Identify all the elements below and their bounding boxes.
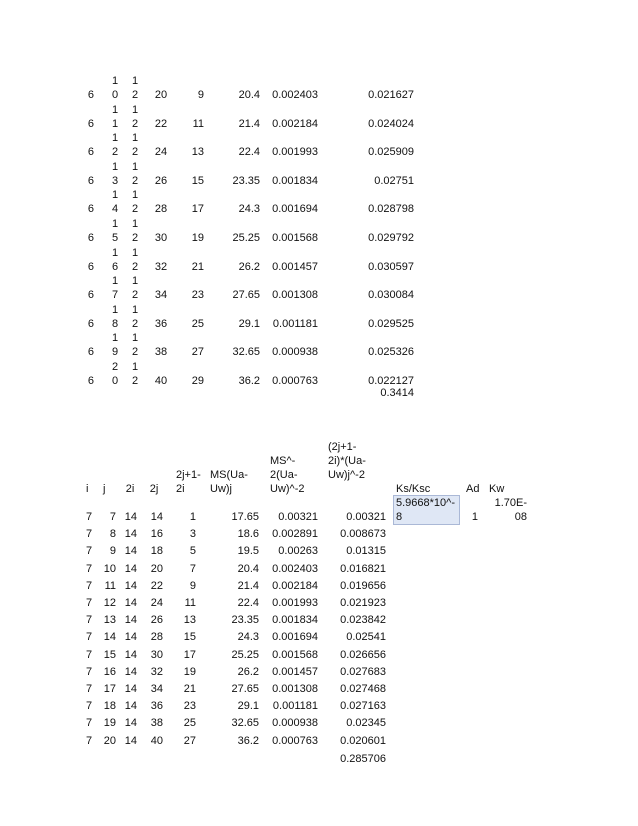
t2-col-i: 7: [86, 648, 93, 661]
t1-col-f: 0.001568: [272, 232, 318, 244]
t2-col-ms-inv: 0.002184: [272, 579, 318, 592]
ad-value: 1: [471, 511, 478, 523]
t2-col-product: 0.027163: [340, 700, 386, 713]
t1-col-d: 23: [191, 289, 204, 302]
t1-i-units: 1: [111, 117, 119, 130]
t1-col-g: 0.022127: [368, 375, 414, 387]
header-product: (2j+1-: [328, 441, 357, 453]
t1-col-g: 0.024024: [368, 117, 414, 130]
t1-j-units: 2: [131, 375, 139, 387]
t1-col-d: 17: [191, 203, 204, 216]
t1-i-units: 8: [111, 317, 119, 330]
t1-col-g: 0.025326: [368, 346, 414, 359]
t2-col-product: 0.019656: [340, 579, 386, 592]
t2-col-product: 0.021923: [340, 597, 386, 609]
t2-col-j: 18: [103, 700, 116, 713]
t2-col-product: 0.008673: [340, 528, 386, 541]
t1-i-tens: 1: [111, 75, 119, 87]
t2-col-ms-inv: 0.001308: [272, 683, 318, 695]
t1-i-tens: 1: [111, 303, 119, 316]
t1-col-c: 20: [154, 89, 168, 101]
t1-col-f: 0.001694: [272, 203, 318, 216]
t1-col-g: 0.030597: [368, 260, 414, 273]
t2-col-2i: 14: [124, 511, 137, 523]
t2-col-2i: 14: [124, 631, 137, 644]
t1-col-e: 22.4: [238, 146, 260, 159]
t1-j-tens: 1: [131, 189, 139, 202]
t2-col-2j: 18: [150, 545, 163, 558]
t2-col-product: 0.02345: [346, 717, 386, 730]
t2-total: 0.285706: [340, 752, 386, 765]
header-product: 2i)*(Ua-: [328, 455, 366, 467]
t2-col-i: 7: [86, 683, 93, 695]
t1-col-a: 6: [87, 289, 94, 302]
t2-col-i: 7: [86, 511, 93, 523]
t1-col-c: 26: [154, 174, 168, 187]
t2-col-coef: 23: [183, 700, 196, 713]
t1-j-tens: 1: [131, 132, 139, 145]
t2-col-j: 12: [103, 597, 116, 609]
t1-col-a: 6: [87, 317, 94, 330]
t1-i-units: 0: [111, 375, 119, 387]
header-2i: 2i: [125, 483, 135, 495]
t1-col-e: 24.3: [238, 203, 260, 216]
t1-col-d: 15: [191, 174, 204, 187]
t1-col-e: 26.2: [238, 260, 260, 273]
t1-j-tens: 1: [131, 303, 139, 316]
t2-col-i: 7: [86, 528, 93, 541]
ks-value: 5.9668*10^-: [396, 497, 455, 509]
header-coef: 2i: [176, 483, 185, 495]
t2-col-i: 7: [86, 579, 93, 592]
t2-col-2i: 14: [124, 528, 137, 541]
t2-col-2j: 34: [150, 683, 163, 695]
t2-col-ms: 25.25: [231, 648, 259, 661]
t1-col-a: 6: [87, 260, 94, 273]
header-product: Uw)j^-2: [328, 469, 365, 481]
t2-col-coef: 5: [189, 545, 196, 558]
t1-j-tens: 1: [131, 160, 139, 173]
t2-col-2i: 14: [124, 700, 137, 713]
t2-col-i: 7: [86, 665, 93, 678]
t1-col-e: 27.65: [232, 289, 260, 302]
t1-i-units: 3: [111, 174, 119, 187]
t2-col-2j: 26: [150, 614, 163, 627]
t2-col-coef: 7: [189, 562, 196, 575]
header-kw: Kw: [489, 483, 505, 495]
t1-col-c: 34: [154, 289, 168, 302]
t2-col-product: 0.027468: [340, 683, 386, 695]
t2-col-coef: 11: [184, 597, 196, 609]
t1-i-units: 7: [111, 289, 119, 302]
t1-col-c: 28: [154, 203, 168, 216]
t2-col-product: 0.00321: [346, 511, 386, 523]
t1-col-a: 6: [87, 232, 94, 244]
t1-j-tens: 1: [131, 103, 139, 116]
t1-i-units: 9: [111, 346, 119, 359]
t2-col-ms-inv: 0.001568: [272, 648, 318, 661]
t2-col-coef: 21: [183, 683, 196, 695]
t2-col-i: 7: [86, 597, 93, 609]
t2-col-2j: 14: [150, 511, 163, 523]
t2-col-i: 7: [86, 614, 93, 627]
t2-col-ms-inv: 0.001181: [272, 700, 318, 713]
t1-col-g: 0.028798: [368, 203, 414, 216]
t1-col-f: 0.001181: [272, 317, 318, 330]
t1-col-a: 6: [87, 375, 94, 387]
t2-col-2i: 14: [124, 734, 137, 747]
t2-col-2i: 14: [124, 717, 137, 730]
t2-col-product: 0.020601: [340, 734, 386, 747]
header-ks: Ks/Ksc: [396, 483, 431, 495]
t2-col-product: 0.016821: [340, 562, 386, 575]
t2-col-ms-inv: 0.00263: [278, 545, 318, 558]
t1-i-units: 5: [111, 232, 119, 244]
t1-i-units: 0: [111, 89, 119, 101]
t1-i-tens: 1: [111, 189, 119, 202]
t2-col-j: 16: [103, 665, 116, 678]
t1-j-units: 2: [131, 89, 139, 101]
header-ms: MS(Ua-: [210, 469, 248, 481]
t1-col-a: 6: [87, 89, 94, 101]
t2-col-2i: 14: [124, 683, 137, 695]
t2-col-j: 7: [109, 511, 116, 523]
t1-i-tens: 1: [111, 218, 119, 230]
t1-col-c: 38: [154, 346, 168, 359]
t2-col-2j: 30: [150, 648, 163, 661]
t1-col-a: 6: [87, 346, 94, 359]
t2-col-coef: 17: [183, 648, 196, 661]
t2-col-2j: 40: [150, 734, 163, 747]
t1-col-f: 0.001457: [272, 260, 318, 273]
t1-col-a: 6: [87, 203, 94, 216]
t2-col-ms: 29.1: [237, 700, 259, 713]
t1-j-units: 2: [131, 260, 139, 273]
t2-col-i: 7: [86, 562, 93, 575]
t2-col-ms: 18.6: [237, 528, 259, 541]
t2-col-2i: 14: [124, 562, 137, 575]
t2-col-2j: 16: [150, 528, 163, 541]
t2-col-ms: 22.4: [237, 597, 259, 609]
t2-col-ms-inv: 0.001694: [272, 631, 318, 644]
t2-col-ms: 20.4: [237, 562, 259, 575]
t2-col-i: 7: [86, 700, 93, 713]
t1-j-units: 2: [131, 317, 139, 330]
t2-col-2j: 38: [150, 717, 163, 730]
t1-i-tens: 1: [111, 160, 119, 173]
t1-col-f: 0.000763: [272, 375, 318, 387]
t2-col-2i: 14: [124, 579, 137, 592]
t1-col-f: 0.001308: [272, 289, 318, 302]
t2-col-ms-inv: 0.000763: [272, 734, 318, 747]
t2-col-coef: 13: [183, 614, 196, 627]
t2-col-ms: 26.2: [237, 665, 259, 678]
t2-col-ms: 27.65: [231, 683, 259, 695]
header-ms: Uw)j: [210, 483, 232, 495]
t1-col-g: 0.025909: [368, 146, 414, 159]
t2-col-j: 13: [103, 614, 116, 627]
t1-col-c: 36: [154, 317, 168, 330]
t2-col-ms-inv: 0.00321: [278, 511, 318, 523]
t1-col-d: 13: [191, 146, 204, 159]
t2-col-ms-inv: 0.002891: [272, 528, 318, 541]
header-ms-inv: 2(Ua-: [270, 469, 298, 481]
t1-j-units: 2: [131, 232, 139, 244]
t2-col-coef: 27: [183, 734, 196, 747]
t2-col-i: 7: [86, 717, 93, 730]
t1-col-e: 25.25: [232, 232, 260, 244]
header-2j: 2j: [149, 483, 159, 495]
t1-col-f: 0.001993: [272, 146, 318, 159]
t1-col-d: 9: [197, 89, 204, 101]
t1-i-tens: 1: [111, 103, 119, 116]
t2-col-product: 0.023842: [340, 614, 386, 627]
t2-col-i: 7: [86, 734, 93, 747]
kw-value: 08: [514, 511, 527, 523]
t1-col-g: 0.030084: [368, 289, 414, 302]
t1-j-tens: 1: [131, 75, 139, 87]
t2-col-i: 7: [86, 631, 93, 644]
t1-col-d: 11: [192, 117, 204, 130]
t1-col-e: 29.1: [238, 317, 260, 330]
t1-j-units: 2: [131, 203, 139, 216]
t1-col-c: 24: [154, 146, 168, 159]
t1-col-f: 0.002403: [272, 89, 318, 101]
t2-col-i: 7: [86, 545, 93, 558]
t1-col-d: 27: [191, 346, 204, 359]
t1-col-g: 0.021627: [368, 89, 414, 101]
t2-col-j: 15: [103, 648, 116, 661]
t2-col-2i: 14: [124, 648, 137, 661]
t2-col-j: 9: [109, 545, 116, 558]
t1-i-units: 2: [111, 146, 119, 159]
t1-col-c: 30: [154, 232, 168, 244]
t2-col-coef: 9: [189, 579, 196, 592]
t2-col-ms: 32.65: [231, 717, 259, 730]
t2-col-2j: 24: [150, 597, 163, 609]
t1-col-a: 6: [87, 146, 94, 159]
t1-j-units: 2: [131, 117, 139, 130]
t2-col-j: 19: [103, 717, 116, 730]
header-i: i: [86, 483, 89, 495]
t2-col-j: 10: [103, 562, 116, 575]
header-j: j: [103, 483, 106, 495]
t1-j-units: 2: [131, 346, 139, 359]
t2-col-ms: 24.3: [237, 631, 259, 644]
t1-i-tens: 2: [111, 361, 119, 373]
header-coef: 2j+1-: [176, 469, 201, 481]
t1-col-d: 29: [191, 375, 204, 387]
t1-col-e: 32.65: [232, 346, 260, 359]
t1-col-g: 0.029525: [368, 317, 414, 330]
t1-col-d: 19: [191, 232, 204, 244]
ks-value: 8: [396, 511, 403, 523]
t2-col-2i: 14: [124, 597, 137, 609]
t2-col-2j: 32: [150, 665, 163, 678]
t1-j-tens: 1: [131, 361, 139, 373]
t1-col-d: 25: [191, 317, 204, 330]
t2-col-coef: 19: [183, 665, 196, 678]
t1-col-f: 0.001834: [272, 174, 318, 187]
t1-col-e: 21.4: [238, 117, 260, 130]
t1-i-units: 6: [111, 260, 119, 273]
t1-i-tens: 1: [111, 132, 119, 145]
t2-col-coef: 25: [183, 717, 196, 730]
t1-j-units: 2: [131, 146, 139, 159]
header-ms-inv: MS^-: [270, 455, 296, 467]
t1-i-tens: 1: [111, 246, 119, 259]
t2-col-2j: 36: [150, 700, 163, 713]
t2-col-ms: 23.35: [231, 614, 259, 627]
t2-col-ms-inv: 0.000938: [272, 717, 318, 730]
header-ad: Ad: [466, 483, 480, 495]
t2-col-2i: 14: [124, 665, 137, 678]
t2-col-ms-inv: 0.001457: [272, 665, 318, 678]
t2-col-product: 0.026656: [340, 648, 386, 661]
t1-col-c: 22: [154, 117, 168, 130]
t2-col-2j: 22: [150, 579, 163, 592]
t2-col-j: 8: [109, 528, 116, 541]
t1-col-e: 36.2: [238, 375, 260, 387]
t2-col-ms-inv: 0.001993: [272, 597, 318, 609]
t1-col-c: 40: [154, 375, 168, 387]
t2-col-2j: 28: [150, 631, 163, 644]
t2-col-coef: 3: [189, 528, 196, 541]
t2-col-ms-inv: 0.001834: [272, 614, 318, 627]
t2-col-product: 0.02541: [346, 631, 386, 644]
t2-col-coef: 1: [189, 511, 196, 523]
t2-col-2i: 14: [124, 545, 137, 558]
header-ms-inv: Uw)^-2: [270, 483, 305, 495]
t2-col-j: 17: [103, 683, 116, 695]
t2-col-2j: 20: [150, 562, 163, 575]
t1-col-e: 20.4: [238, 89, 260, 101]
t1-j-tens: 1: [131, 218, 139, 230]
t2-col-2i: 14: [124, 614, 137, 627]
t1-col-c: 32: [154, 260, 168, 273]
t1-col-f: 0.002184: [272, 117, 318, 130]
t2-col-product: 0.01315: [346, 545, 386, 558]
t1-i-units: 4: [111, 203, 119, 216]
t1-i-tens: 1: [111, 275, 119, 288]
t2-col-ms: 21.4: [237, 579, 259, 592]
t2-col-ms: 19.5: [237, 545, 259, 558]
t2-col-j: 14: [103, 631, 116, 644]
t1-col-e: 23.35: [232, 174, 260, 187]
t2-col-ms-inv: 0.002403: [272, 562, 318, 575]
t1-col-g: 0.029792: [368, 232, 414, 244]
t1-col-d: 21: [191, 260, 204, 273]
t2-col-coef: 15: [183, 631, 196, 644]
t1-j-units: 2: [131, 289, 139, 302]
t2-col-j: 11: [104, 579, 116, 592]
t1-col-g: 0.02751: [374, 174, 414, 187]
t1-j-units: 2: [131, 174, 139, 187]
t1-col-f: 0.000938: [272, 346, 318, 359]
t1-col-a: 6: [87, 174, 94, 187]
t2-col-ms: 17.65: [231, 511, 259, 523]
t2-col-ms: 36.2: [237, 734, 259, 747]
kw-value: 1.70E-: [494, 497, 527, 509]
t1-j-tens: 1: [131, 332, 139, 345]
t2-col-product: 0.027683: [340, 665, 386, 678]
t2-col-j: 20: [103, 734, 116, 747]
t1-total: 0.3414: [380, 387, 414, 399]
t1-i-tens: 1: [111, 332, 119, 345]
t1-col-a: 6: [87, 117, 94, 130]
t1-j-tens: 1: [131, 275, 139, 288]
t1-j-tens: 1: [131, 246, 139, 259]
